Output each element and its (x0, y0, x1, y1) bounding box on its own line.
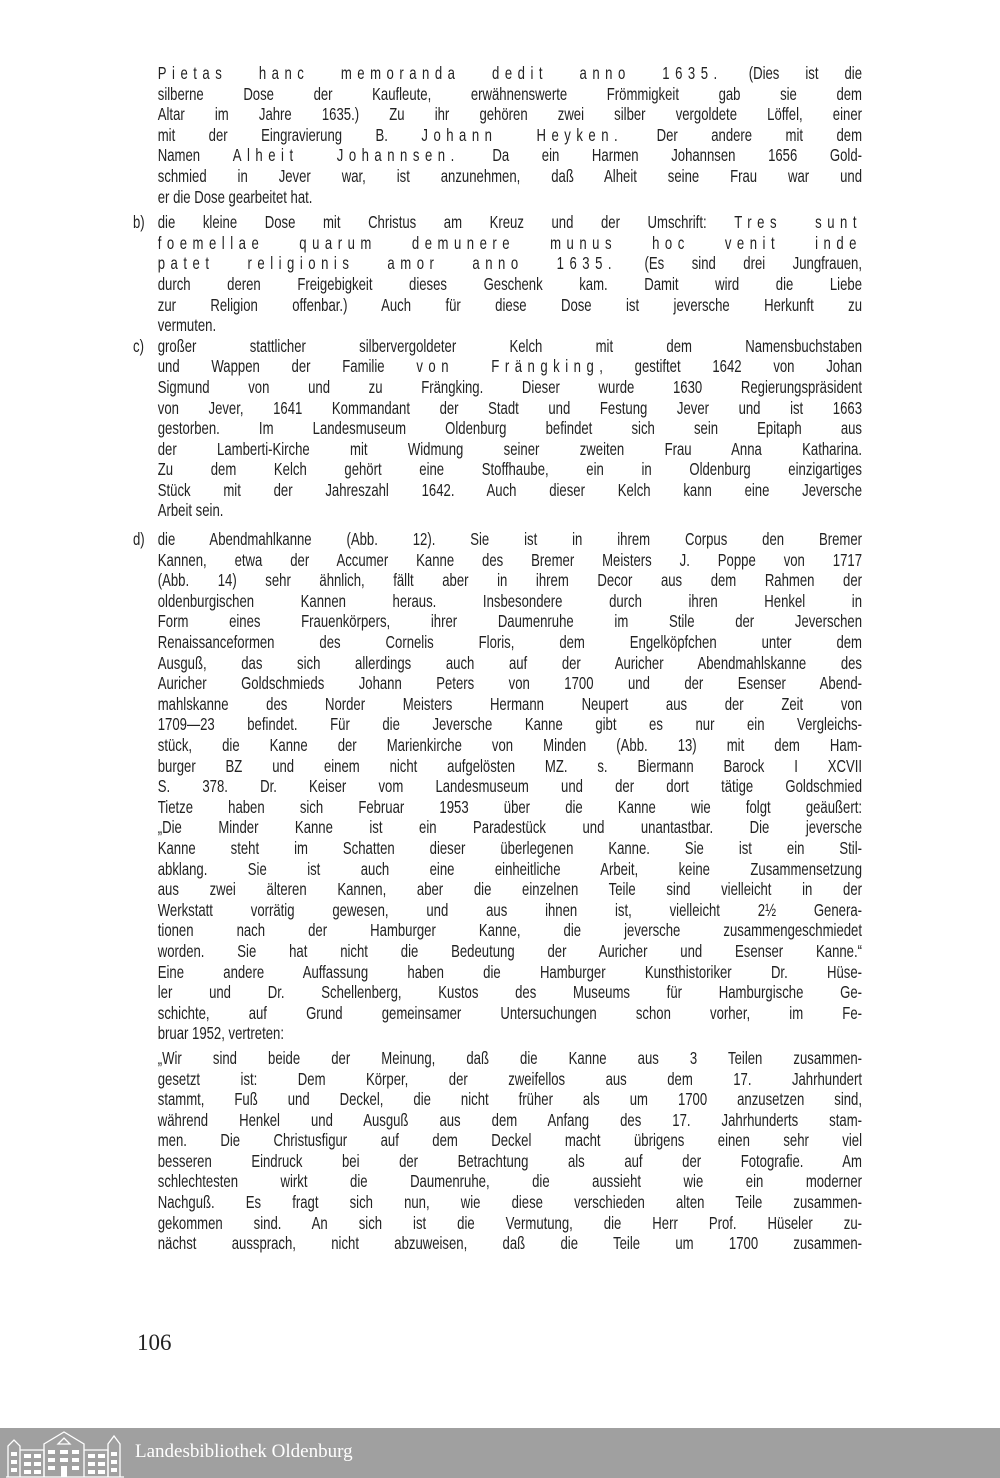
text-segment: oldenburgischen Kannen heraus. Insbesondere durch ihren Henkel in (157, 590, 862, 611)
text-segment: Kanne steht im Schatten dieser überlegenen Kanne. Sie ist ein Stil- (157, 837, 862, 858)
text-segment: Werkstatt vorrätig gewesen, und aus ihnen ist, vielleicht 2½ Genera- (157, 899, 862, 920)
text-segment: (Es sind drei Jungfrauen, (617, 253, 862, 274)
text-segment: großer stattlicher silbervergoldeter Kelch mit dem Namensbuchstaben (157, 335, 862, 356)
text-segment: Sigmund von und zu Frängking. Dieser wurde 1630 Regierungspräsident (157, 376, 862, 397)
text-segment: silberne Dose der Kaufleute, erwähnenswerte Frömmigkeit gab sie dem (157, 83, 862, 104)
text-line (158, 859, 862, 880)
text-segment: durch deren Freigebigkeit dieses Geschenk kam. Damit wird die Liebe (157, 273, 862, 294)
text-line (158, 570, 862, 591)
text-segment: mahlskanne des Norder Meisters Hermann Neupert aus der Zeit von (157, 693, 862, 714)
text-segment: während Henkel und Ausguß aus dem Anfang des 17. Jahrhunderts stam- (157, 1109, 862, 1130)
text-line (158, 63, 862, 84)
library-name: Landesbibliothek Oldenburg (135, 1441, 353, 1462)
text-line (158, 1089, 862, 1110)
text-segment: Zu dem Kelch gehört eine Stoffhaube, ein in Oldenburg einzigartiges (157, 459, 862, 480)
text-line (158, 962, 862, 983)
text-line (158, 500, 862, 521)
text-segment: Nachguß. Es fragt sich nun, wie diese verschieden alten Teile zusammen- (157, 1192, 862, 1213)
text-line (158, 398, 862, 419)
text-segment: Ausguß, das sich allerdings auch auf der Auricher Abendmahlskanne des (157, 652, 862, 673)
text-line (158, 1130, 862, 1151)
text-segment: Renaissanceformen des Cornelis Floris, dem Engelköpfchen unter dem (157, 632, 862, 653)
text-segment: mit der Eingravierung B. (157, 124, 422, 145)
text-segment: (Dies ist die (722, 63, 862, 83)
text-line (158, 694, 862, 715)
text-segment: Form eines Frauenkörpers, ihrer Daumenruhe im Stile der Jeverschen (157, 611, 862, 632)
text-segment: „Die Minder Kanne ist ein Paradestück und unantastbar. Die jeversche (157, 817, 862, 838)
paragraph (133, 63, 862, 207)
text-line (158, 817, 862, 838)
text-line (158, 212, 862, 233)
text-line (158, 253, 862, 274)
spaced-emphasis-text: patet religionis amor anno 1635. (157, 253, 618, 274)
text-line (158, 315, 862, 336)
text-segment: Eine andere Auffassung haben die Hamburger Kunsthistoriker Dr. Hüse- (157, 961, 862, 982)
text-segment: zur Religion offenbar.) Auch für diese Dose ist jeversche Herkunft zu (157, 294, 862, 315)
paragraph (133, 212, 862, 336)
text-segment: gestorben. Im Landesmuseum Oldenburg befindet sich sein Epitaph aus (157, 418, 862, 439)
text-segment: die Abendmahlkanne (Abb. 12). Sie ist in ihrem Corpus den Bremer (157, 529, 862, 550)
text-line (158, 632, 862, 653)
text-segment: von Jever, 1641 Kommandant der Stadt und Festung Jever und ist 1663 (157, 397, 862, 418)
paragraph (133, 817, 862, 1044)
text-line (158, 673, 862, 694)
spaced-emphasis-text: Alheit Johannsen. (232, 145, 460, 166)
text-line (158, 104, 862, 125)
text-line (158, 1069, 862, 1090)
spaced-emphasis-text: Tres sunt (734, 212, 862, 233)
text-line (158, 480, 862, 501)
text-segment: tionen nach der Hamburger Kanne, die jeversche zusammengeschmiedet (157, 920, 862, 941)
list-item-label: c) (133, 335, 144, 356)
text-line (158, 418, 862, 439)
text-segment: stammt, Fuß und Deckel, die nicht früher als um 1700 anzusetzen sind, (157, 1089, 862, 1110)
text-line (158, 1233, 862, 1254)
text-segment: schlechtesten wirkt die Daumenruhe, die aussieht wie ein moderner (157, 1171, 862, 1192)
text-segment: Altar im Jahre 1635.) Zu ihr gehören zwei silber vergoldete Löffel, einer (157, 104, 862, 125)
text-line (158, 591, 862, 612)
text-line (158, 776, 862, 797)
text-segment: gesetzt ist: Dem Körper, der zweifellos aus dem 17. Jahrhundert (157, 1068, 862, 1089)
text-line (158, 166, 862, 187)
text-segment: Der andere mit dem (623, 124, 862, 145)
text-segment: aus zwei älteren Kannen, aber die einzelnen Teile sind vielleicht in der (157, 879, 862, 900)
text-line (158, 529, 862, 550)
text-line (158, 611, 862, 632)
text-line (158, 941, 862, 962)
spaced-emphasis-text: foemellae quarum demunere munus hoc venit inde (157, 232, 862, 253)
text-line (158, 1048, 862, 1069)
page-number: 106 (137, 1330, 172, 1355)
text-segment: besseren Eindruck bei der Betrachtung als auf der Fotografie. Am (157, 1150, 862, 1171)
text-segment: (Abb. 14) sehr ähnlich, fällt aber in ihrem Decor aus dem Rahmen der (157, 570, 862, 591)
text-segment: die kleine Dose mit Christus am Kreuz und der Umschrift: (157, 212, 735, 233)
text-segment: der Lamberti-Kirche mit Widmung seiner zweiten Frau Anna Katharina. (157, 438, 862, 459)
list-item-label: d) (133, 529, 145, 550)
spaced-emphasis-text: von Frängking (416, 356, 600, 377)
text-segment: nächst aussprach, nicht abzuweisen, daß die Teile um 1700 zusammen- (157, 1233, 862, 1254)
text-line (158, 797, 862, 818)
text-line (158, 439, 862, 460)
body-text (133, 63, 862, 1254)
spaced-emphasis-text: Pietas hanc memoranda dedit anno 1635. (157, 63, 723, 83)
text-line (158, 838, 862, 859)
text-line (158, 377, 862, 398)
text-segment: Arbeit sein. (157, 500, 224, 521)
library-building-logo-icon (6, 1430, 124, 1478)
paragraph (133, 1048, 862, 1254)
text-segment: er die Dose gearbeitet hat. (157, 186, 313, 207)
text-line (158, 1171, 862, 1192)
text-line (158, 756, 862, 777)
text-segment: Stück mit der Jahreszahl 1642. Auch dieser Kelch kann eine Jeversche (157, 479, 862, 500)
text-segment: S. 378. Dr. Keiser vom Landesmuseum und der dort tätige Goldschmied (157, 776, 862, 797)
text-line (158, 459, 862, 480)
text-segment: gekommen sind. An sich ist die Vermutung, die Herr Prof. Hüseler zu- (157, 1212, 862, 1233)
text-line (158, 653, 862, 674)
text-line (158, 125, 862, 146)
text-segment: schmied in Jever war, ist anzunehmen, daß Alheit seine Frau war und (157, 165, 862, 186)
text-line (158, 187, 862, 208)
text-segment: men. Die Christusfigur auf dem Deckel macht übrigens einen sehr viel (157, 1130, 862, 1151)
text-line (158, 145, 862, 166)
text-line (158, 1151, 862, 1172)
text-line (158, 84, 862, 105)
spaced-emphasis-text: Johann Heyken. (421, 124, 624, 145)
text-segment: 1709—23 befindet. Für die Jeversche Kanne gibt es nur ein Vergleichs- (157, 714, 862, 735)
paragraph (133, 336, 862, 521)
text-segment: und Wappen der Familie (157, 356, 417, 377)
text-line (158, 900, 862, 921)
text-segment: worden. Sie hat nicht die Bedeutung der Auricher und Esenser Kanne.“ (157, 940, 862, 961)
text-segment: Kannen, etwa der Accumer Kanne des Bremer Meisters J. Poppe von 1717 (157, 549, 862, 570)
paragraph (133, 529, 862, 817)
text-segment: Tietze haben sich Februar 1953 über die Kanne wie folgt geäußert: (157, 796, 862, 817)
text-line (158, 735, 862, 756)
text-segment: „Wir sind beide der Meinung, daß die Kanne aus 3 Teilen zusammen- (157, 1047, 862, 1068)
text-line (158, 1110, 862, 1131)
text-segment: bruar 1952, vertreten: (157, 1023, 284, 1044)
text-line (158, 1003, 862, 1024)
text-line (158, 233, 862, 254)
text-line (158, 982, 862, 1003)
text-segment: stück, die Kanne der Marienkirche von Minden (Abb. 13) mit dem Ham- (157, 735, 862, 755)
text-segment: ler und Dr. Schellenberg, Kustos des Museums für Hamburgische Ge- (157, 982, 862, 1003)
text-segment: burger BZ und einem nicht aufgelösten MZ. s. Biermann Barock I XCVII (157, 755, 862, 776)
text-line (158, 714, 862, 735)
text-line (158, 1023, 862, 1044)
text-segment: Auricher Goldschmieds Johann Peters von 1700 und der Esenser Abend- (157, 673, 862, 694)
text-segment: schichte, auf Grund gemeinsamer Untersuchungen schon vorher, im Fe- (157, 1002, 862, 1023)
text-line (158, 550, 862, 571)
text-line (158, 336, 862, 357)
text-line (158, 295, 862, 316)
text-line (158, 356, 862, 377)
library-footer-bar (0, 1428, 1000, 1478)
text-segment: Namen (157, 145, 233, 166)
text-line (158, 274, 862, 295)
text-segment: Da ein Harmen Johannsen 1656 Gold- (459, 145, 862, 166)
text-line (158, 1213, 862, 1234)
text-line (158, 1192, 862, 1213)
text-line (158, 920, 862, 941)
text-segment: vermuten. (157, 315, 217, 336)
list-item-label: b) (133, 212, 145, 233)
text-segment: abklang. Sie ist auch eine einheitliche Arbeit, keine Zusammensetzung (157, 858, 862, 879)
text-segment: , gestiftet 1642 von Johan (599, 356, 862, 377)
text-line (158, 879, 862, 900)
